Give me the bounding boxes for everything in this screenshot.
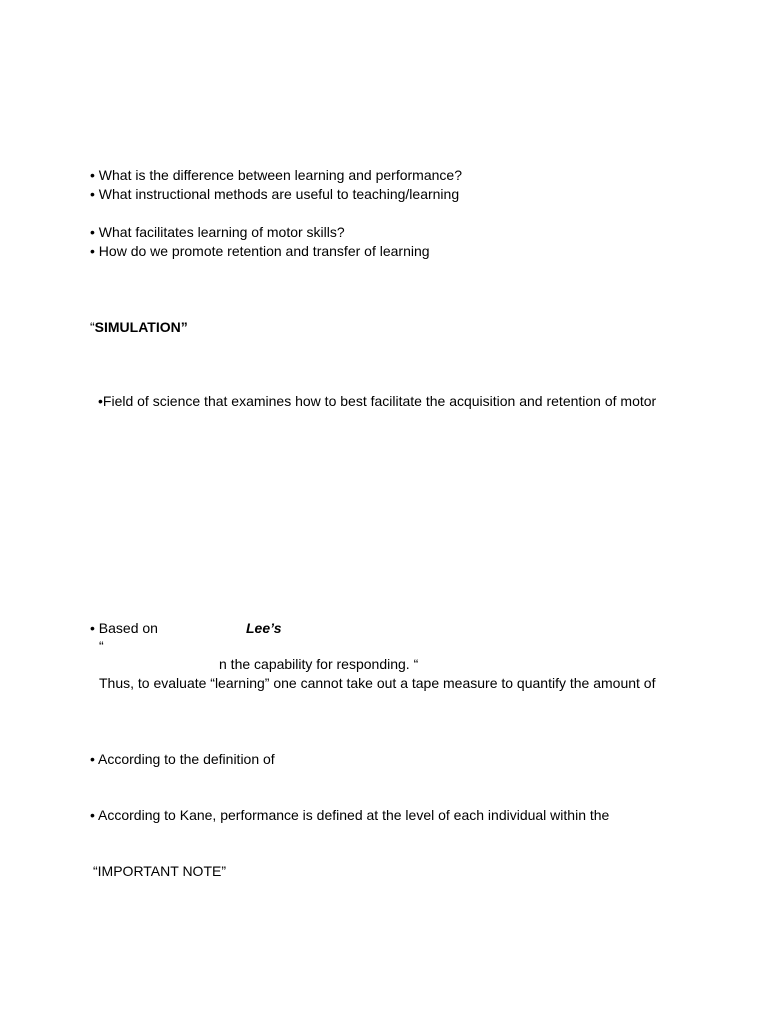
question-learning-vs-performance: • What is the difference between learning and performance?: [90, 167, 462, 183]
according-kane-line: • According to Kane, performance is defined at the level of each individual within the: [90, 807, 610, 823]
simulation-heading: [90, 318, 188, 337]
thus-line: Thus, to evaluate “learning” one cannot take out a tape measure to quantify the amount of: [99, 675, 656, 691]
simulation-heading-text: SIMULATION”: [94, 319, 188, 335]
question-instructional-methods: • What instructional methods are useful to teaching/learning: [90, 186, 460, 202]
based-on-label: • Based on: [90, 620, 158, 636]
simulation-open-quote: “: [90, 319, 95, 335]
capability-line: n the capability for responding. “: [219, 656, 419, 672]
question-retention-transfer: • How do we promote retention and transfer of learning: [90, 243, 430, 259]
important-note: “IMPORTANT NOTE”: [93, 863, 226, 879]
lees-name: Lee’s: [246, 620, 282, 636]
field-of-science-line: •Field of science that examines how to best facilitate the acquisition and retention of motor: [98, 393, 657, 409]
according-definition-line: • According to the definition of: [90, 751, 275, 767]
question-motor-skills: • What facilitates learning of motor skills?: [90, 224, 345, 240]
quote-mark: “: [99, 638, 104, 654]
